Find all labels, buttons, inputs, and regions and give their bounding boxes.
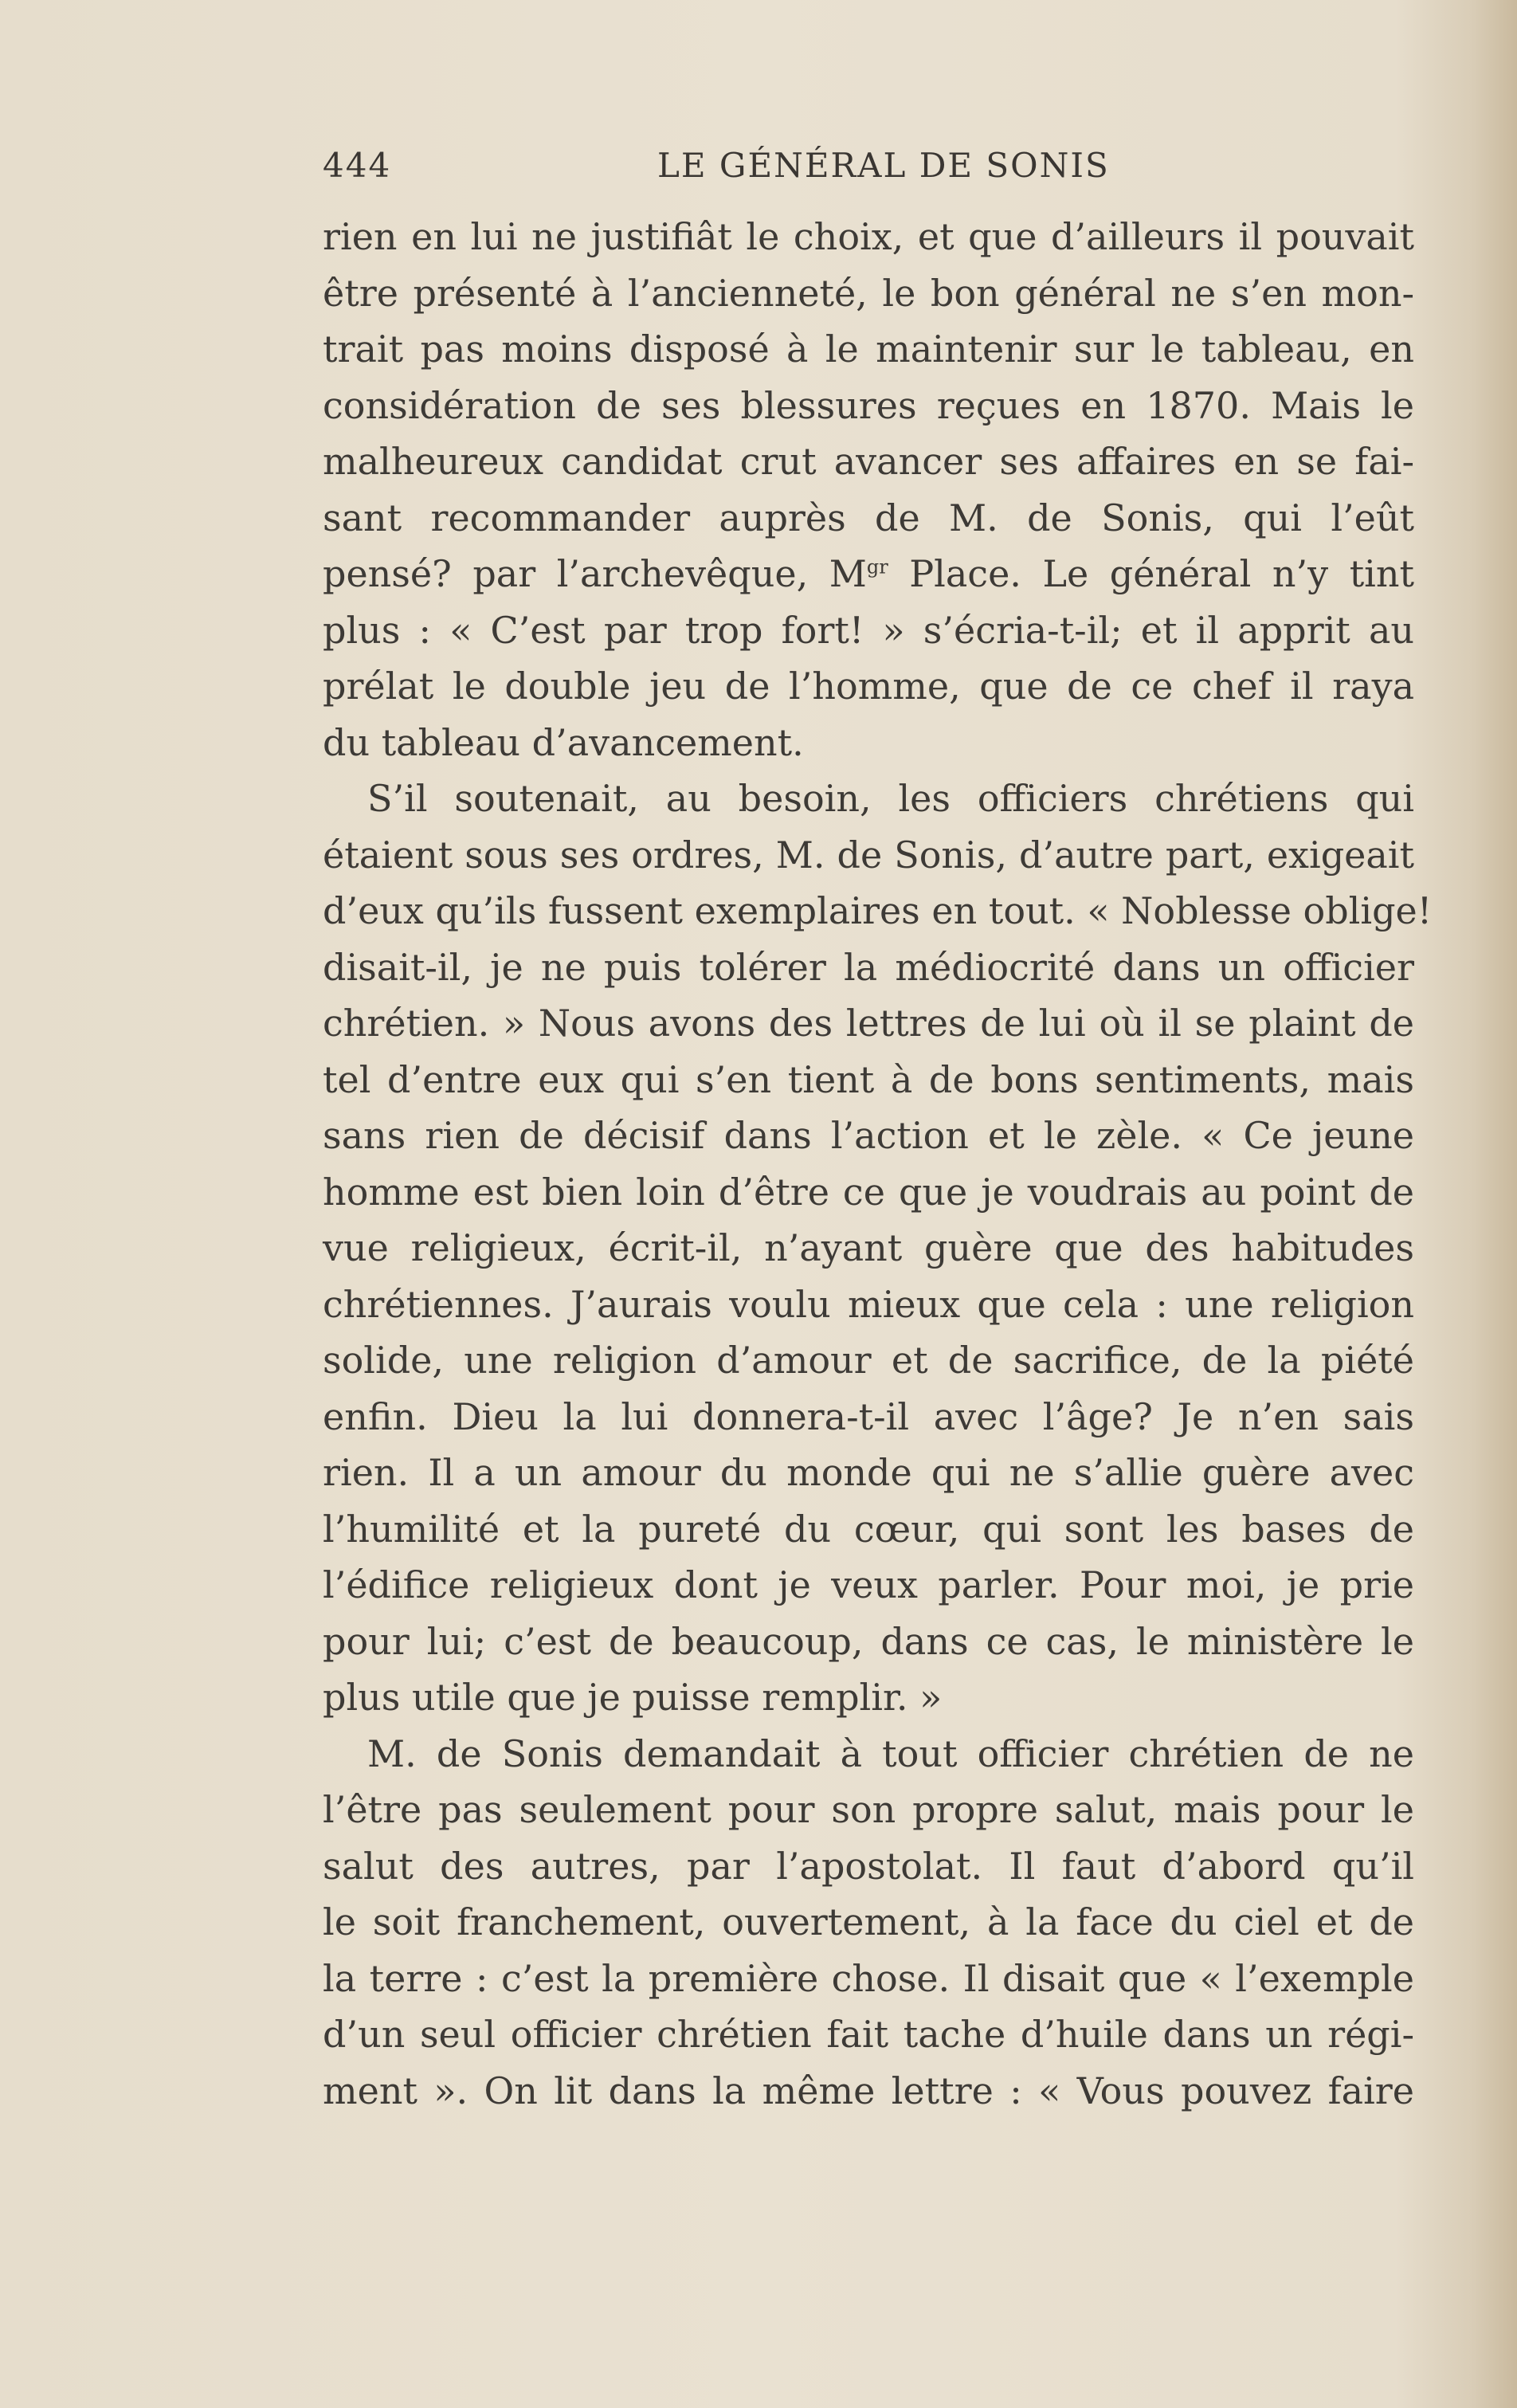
text-line: l’édifice religieux dont je veux parler. Pour moi, je prie [323, 1563, 1414, 1606]
text-line: d’eux qu’ils fussent exemplaires en tout. « Noblesse oblige! [323, 889, 1433, 932]
running-title: LE GÉNÉRAL DE SONIS [657, 146, 1110, 185]
text-line: pour lui; c’est de beaucoup, dans ce cas, le ministère le [323, 1619, 1414, 1663]
text-segment: Place. Le général n’y tint [888, 552, 1415, 595]
body-text [323, 209, 1433, 2119]
text-line: plus : « C’est par trop fort! » s’écria-t-il; et il apprit au [323, 608, 1414, 652]
text-line: chrétien. » Nous avons des lettres de lui où il se plaint de [323, 1002, 1414, 1045]
text-line: prélat le double jeu de l’homme, que de ce chef il raya [323, 665, 1414, 708]
text-line: solide, une religion d’amour et de sacrifice, de la piété [323, 1339, 1414, 1382]
text-line: sant recommander auprès de M. de Sonis, qui l’eût [323, 496, 1414, 539]
text-line: l’humilité et la pureté du cœur, qui sont les bases de [323, 1507, 1414, 1551]
text-line: tel d’entre eux qui s’en tient à de bons sentiments, mais [323, 1057, 1414, 1101]
text-line: ment ». On lit dans la même lettre : « Vous pouvez faire [323, 2069, 1414, 2112]
page-number: 444 [323, 146, 392, 185]
text-line [323, 546, 1414, 602]
text-line: étaient sous ses ordres, M. de Sonis, d’autre part, exigeait [323, 833, 1414, 877]
text-segment: pensé? par l’archevêque, M [323, 552, 867, 595]
text-line: être présenté à l’ancienneté, le bon général ne s’en mon- [323, 271, 1414, 315]
text-line: chrétiennes. J’aurais voulu mieux que cela : une religion [323, 1282, 1414, 1326]
text-line: rien en lui ne justifiât le choix, et que d’ailleurs il pouvait [323, 215, 1414, 258]
text-line: le soit franchement, ouvertement, à la face du ciel et de [323, 1900, 1414, 1943]
text-line: plus utile que je puisse remplir. » [323, 1676, 943, 1719]
text-line: rien. Il a un amour du monde qui ne s’allie guère avec [323, 1451, 1414, 1494]
text-line: malheureux candidat crut avancer ses affaires en se fai- [323, 440, 1414, 483]
text-line: la terre : c’est la première chose. Il disait que « l’exemple [323, 1956, 1414, 2000]
text-line: salut des autres, par l’apostolat. Il faut d’abord qu’il [323, 1844, 1414, 1888]
superscript: gr [866, 555, 888, 578]
text-line: considération de ses blessures reçues en 1870. Mais le [323, 383, 1414, 427]
text-line: sans rien de décisif dans l’action et le zèle. « Ce jeune [323, 1114, 1414, 1157]
text-line: vue religieux, écrit-il, n’ayant guère que des habitudes [323, 1226, 1414, 1269]
text-line: trait pas moins disposé à le maintenir sur le tableau, en [323, 327, 1414, 371]
text-line: enfin. Dieu la lui donnera-t-il avec l’âge? Je n’en sais [323, 1394, 1414, 1438]
text-line: S’il soutenait, au besoin, les officiers chrétiens qui [367, 777, 1414, 820]
page-header [323, 146, 1414, 194]
text-line: homme est bien loin d’être ce que je voudrais au point de [323, 1170, 1414, 1214]
text-line: d’un seul officier chrétien fait tache d’huile dans un régi- [323, 2013, 1414, 2056]
text-line: du tableau d’avancement. [323, 720, 804, 764]
text-line: disait-il, je ne puis tolérer la médiocrité dans un officier [323, 945, 1414, 989]
text-line: M. de Sonis demandait à tout officier chrétien de ne [367, 1731, 1414, 1775]
text-line: l’être pas seulement pour son propre salut, mais pour le [323, 1788, 1414, 1831]
